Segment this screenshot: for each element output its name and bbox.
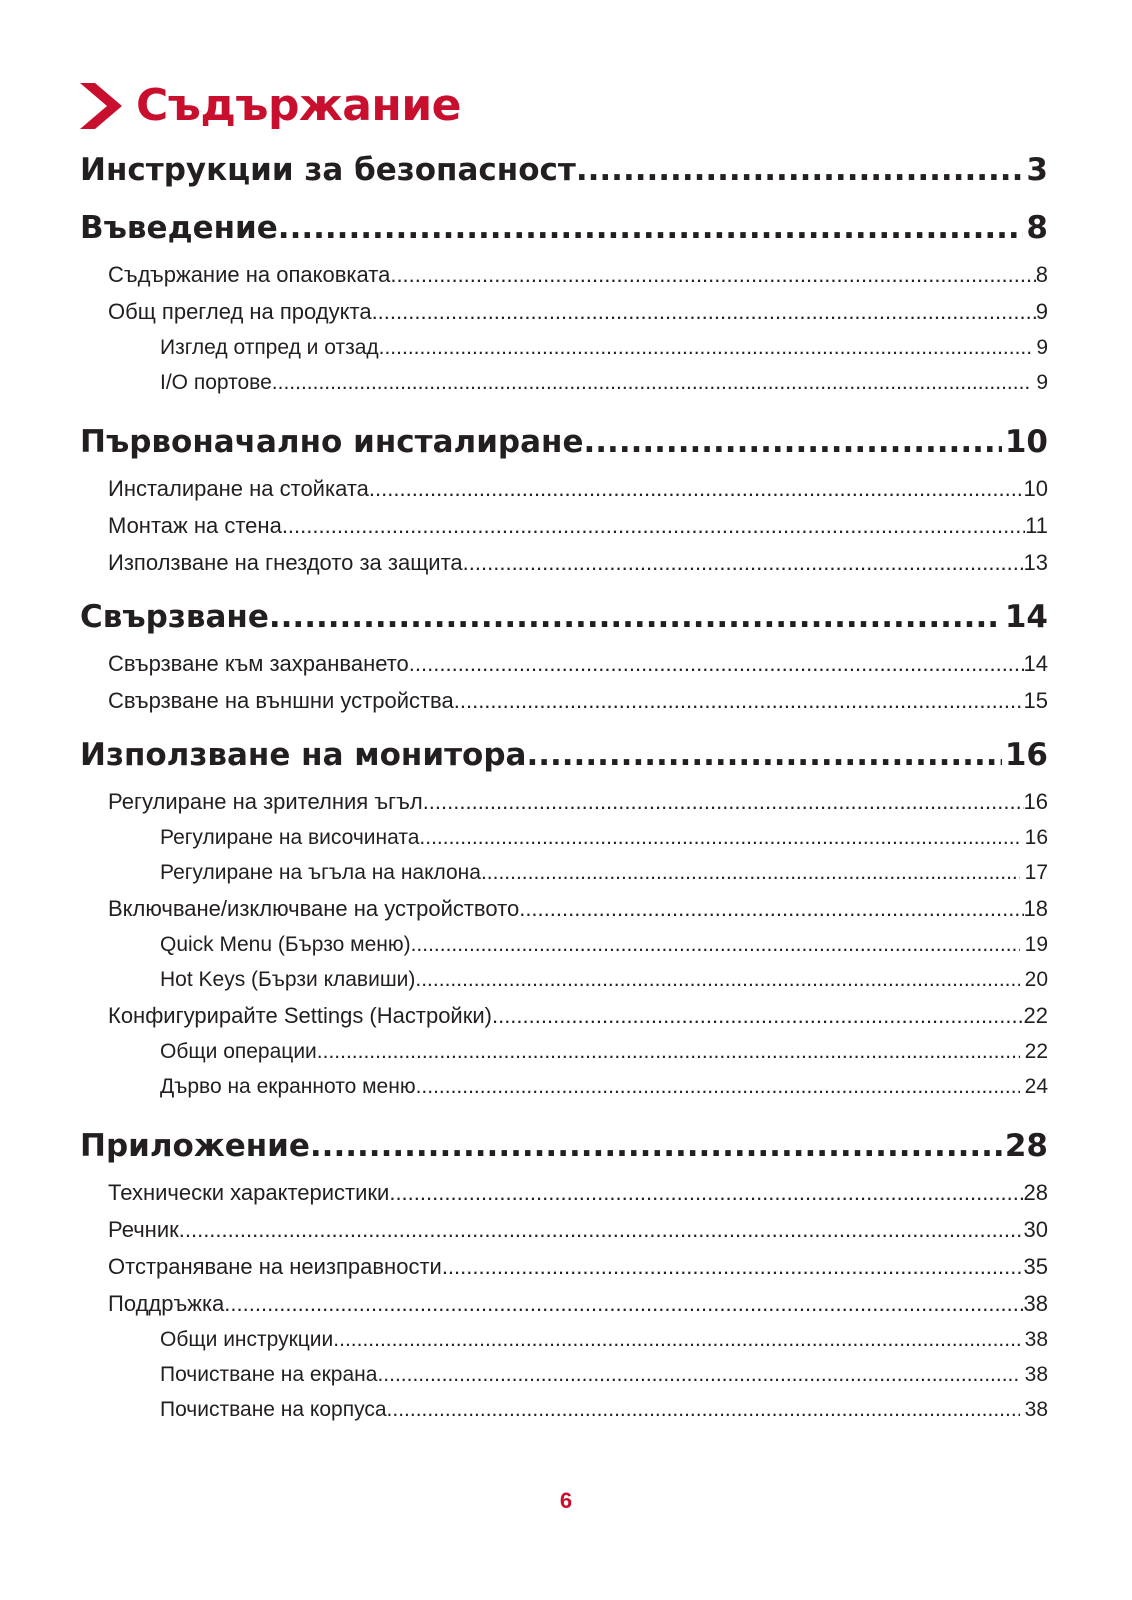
toc-entry[interactable] — [80, 330, 1048, 365]
toc-entry-title: Инструкции за безопасност — [80, 152, 576, 188]
toc-entry-page: 28 — [1004, 1128, 1048, 1164]
toc-entry[interactable] — [80, 256, 1048, 293]
toc-entry[interactable] — [80, 890, 1048, 927]
toc-entry-title: Първоначално инсталиране — [80, 424, 584, 460]
toc-entry-page: 15 — [1023, 688, 1048, 713]
leader-dots — [481, 855, 1020, 890]
toc-entry-page: 30 — [1023, 1217, 1048, 1242]
toc-entry-page: 10 — [1023, 476, 1048, 501]
leader-dots — [454, 682, 1024, 719]
toc-entry[interactable] — [80, 1211, 1048, 1248]
page-title: Съдържание — [136, 80, 461, 131]
toc-entry-introduction[interactable] — [80, 200, 1048, 256]
leader-dots — [333, 1322, 1019, 1357]
toc-entry-title: Включване/изключване на устройството — [108, 896, 520, 921]
toc-entry[interactable] — [80, 293, 1048, 330]
toc-entry-page: 38 — [1024, 1398, 1048, 1421]
toc-entry[interactable] — [80, 365, 1048, 400]
leader-dots — [576, 142, 1024, 198]
toc-entry-page: 9 — [1036, 336, 1048, 359]
toc-entry-title: Използване на гнездото за защита — [108, 550, 463, 575]
toc-entry[interactable] — [80, 1392, 1048, 1427]
toc-entry-page: 20 — [1024, 968, 1048, 991]
toc-entry[interactable] — [80, 682, 1048, 719]
toc-entry-page: 13 — [1023, 550, 1048, 575]
toc-entry-page: 38 — [1024, 1328, 1048, 1351]
toc-entry-title: Общи инструкции — [160, 1328, 334, 1351]
toc-entry[interactable] — [80, 1248, 1048, 1285]
toc-entry-page: 8 — [1026, 210, 1048, 246]
leader-dots — [390, 256, 1035, 293]
toc-entry-title: Регулиране на зрителния ъгъл — [108, 789, 423, 814]
toc-entry-page: 11 — [1025, 513, 1048, 538]
leader-dots — [372, 293, 1036, 330]
leader-dots — [492, 997, 1024, 1034]
leader-dots — [415, 962, 1019, 997]
toc-entry-title: Отстраняване на неизправности — [108, 1254, 442, 1279]
chevron-right-icon — [80, 83, 122, 129]
toc-entry-title: Общи операции — [160, 1040, 317, 1063]
toc-entry-title: Съдържание на опаковката — [108, 262, 391, 287]
toc-entry-page: 18 — [1023, 896, 1048, 921]
toc-entry-page: 16 — [1023, 789, 1048, 814]
toc-entry[interactable] — [80, 820, 1048, 855]
toc-entry-title: Конфигурирайте Settings (Настройки) — [108, 1003, 492, 1028]
leader-dots — [272, 365, 1032, 400]
toc-entry-title: Речник — [108, 1217, 179, 1242]
toc-entry[interactable] — [80, 507, 1048, 544]
leader-dots — [519, 890, 1023, 927]
toc-entry-title: Quick Menu (Бързо меню) — [160, 933, 411, 956]
toc-entry-page: 14 — [1004, 599, 1048, 635]
toc-entry-title: Изглед отпред и отзад — [160, 336, 379, 359]
toc-entry-title: Почистване на корпуса — [160, 1398, 387, 1421]
toc-entry[interactable] — [80, 997, 1048, 1034]
toc-entry-title: Технически характеристики — [108, 1180, 390, 1205]
leader-dots — [409, 645, 1024, 682]
toc-entry-page: 17 — [1024, 861, 1048, 884]
leader-dots — [377, 1357, 1019, 1392]
toc-entry[interactable] — [80, 1034, 1048, 1069]
toc-entry-page: 35 — [1023, 1254, 1048, 1279]
toc-entry-using-monitor[interactable] — [80, 727, 1048, 783]
toc-entry[interactable] — [80, 783, 1048, 820]
toc-entry-appendix[interactable] — [80, 1118, 1048, 1174]
leader-dots — [411, 927, 1020, 962]
toc-entry-title: Инсталиране на стойката — [108, 476, 369, 501]
toc-entry[interactable] — [80, 1069, 1048, 1104]
toc-entry-title: Свързване на външни устройства — [108, 688, 454, 713]
toc-entry-page: 14 — [1023, 651, 1048, 676]
leader-dots — [310, 1118, 1002, 1174]
toc-entry-title: Дърво на екранното меню — [160, 1075, 416, 1098]
table-of-contents — [80, 140, 1048, 1427]
leader-dots — [269, 589, 1002, 645]
toc-entry-page: 9 — [1036, 371, 1048, 394]
leader-dots — [416, 1069, 1020, 1104]
leader-dots — [442, 1248, 1024, 1285]
toc-entry[interactable] — [80, 1285, 1048, 1322]
toc-entry-title: Общ преглед на продукта — [108, 299, 372, 324]
leader-dots — [387, 1392, 1020, 1427]
toc-entry-title: Поддръжка — [108, 1291, 225, 1316]
leader-dots — [389, 1174, 1023, 1211]
toc-entry-title: Регулиране на височината — [160, 826, 420, 849]
toc-entry[interactable] — [80, 927, 1048, 962]
toc-entry-page: 24 — [1024, 1075, 1048, 1098]
toc-entry-title: Почистване на екрана — [160, 1363, 378, 1386]
leader-dots — [369, 470, 1024, 507]
leader-dots — [423, 783, 1024, 820]
toc-entry[interactable] — [80, 855, 1048, 890]
toc-header — [80, 78, 461, 134]
leader-dots — [379, 330, 1032, 365]
leader-dots — [317, 1034, 1020, 1069]
page-number: 6 — [559, 1488, 573, 1513]
toc-entry[interactable] — [80, 962, 1048, 997]
toc-entry-page: 19 — [1024, 933, 1048, 956]
toc-entry-page: 16 — [1004, 737, 1048, 773]
toc-entry-title: Свързване — [80, 599, 269, 635]
toc-entry-page: 22 — [1023, 1003, 1048, 1028]
toc-entry[interactable] — [80, 645, 1048, 682]
toc-entry-page: 10 — [1004, 424, 1048, 460]
leader-dots — [419, 820, 1019, 855]
toc-entry-connection[interactable] — [80, 589, 1048, 645]
toc-entry-page: 16 — [1024, 826, 1048, 849]
toc-entry-safety[interactable] — [80, 142, 1048, 198]
toc-entry[interactable] — [80, 544, 1048, 581]
toc-entry-title: Свързване към захранването — [108, 651, 409, 676]
leader-dots — [282, 507, 1025, 544]
toc-entry-page: 38 — [1024, 1363, 1048, 1386]
toc-entry-page: 9 — [1035, 299, 1048, 324]
toc-entry-title: I/O портове — [160, 371, 272, 394]
toc-entry-page: 3 — [1026, 152, 1048, 188]
toc-entry-title: Използване на монитора — [80, 737, 527, 773]
toc-entry[interactable] — [80, 1174, 1048, 1211]
toc-entry-title: Въведение — [80, 210, 278, 246]
leader-dots — [583, 414, 1001, 470]
toc-entry-title: Регулиране на ъгъла на наклона — [160, 861, 481, 884]
toc-entry-page: 22 — [1024, 1040, 1048, 1063]
toc-entry-page: 38 — [1023, 1291, 1048, 1316]
toc-entry-initial-setup[interactable] — [80, 414, 1048, 470]
toc-entry[interactable] — [80, 470, 1048, 507]
toc-entry-title: Приложение — [80, 1128, 310, 1164]
toc-entry[interactable] — [80, 1322, 1048, 1357]
leader-dots — [224, 1285, 1023, 1322]
toc-entry-title: Монтаж на стена — [108, 513, 282, 538]
toc-entry[interactable] — [80, 1357, 1048, 1392]
leader-dots — [463, 544, 1024, 581]
leader-dots — [278, 200, 1024, 256]
toc-entry-page: 8 — [1035, 262, 1048, 287]
leader-dots — [526, 727, 1001, 783]
toc-entry-page: 28 — [1023, 1180, 1048, 1205]
toc-entry-title: Hot Keys (Бързи клавиши) — [160, 968, 416, 991]
leader-dots — [179, 1211, 1024, 1248]
